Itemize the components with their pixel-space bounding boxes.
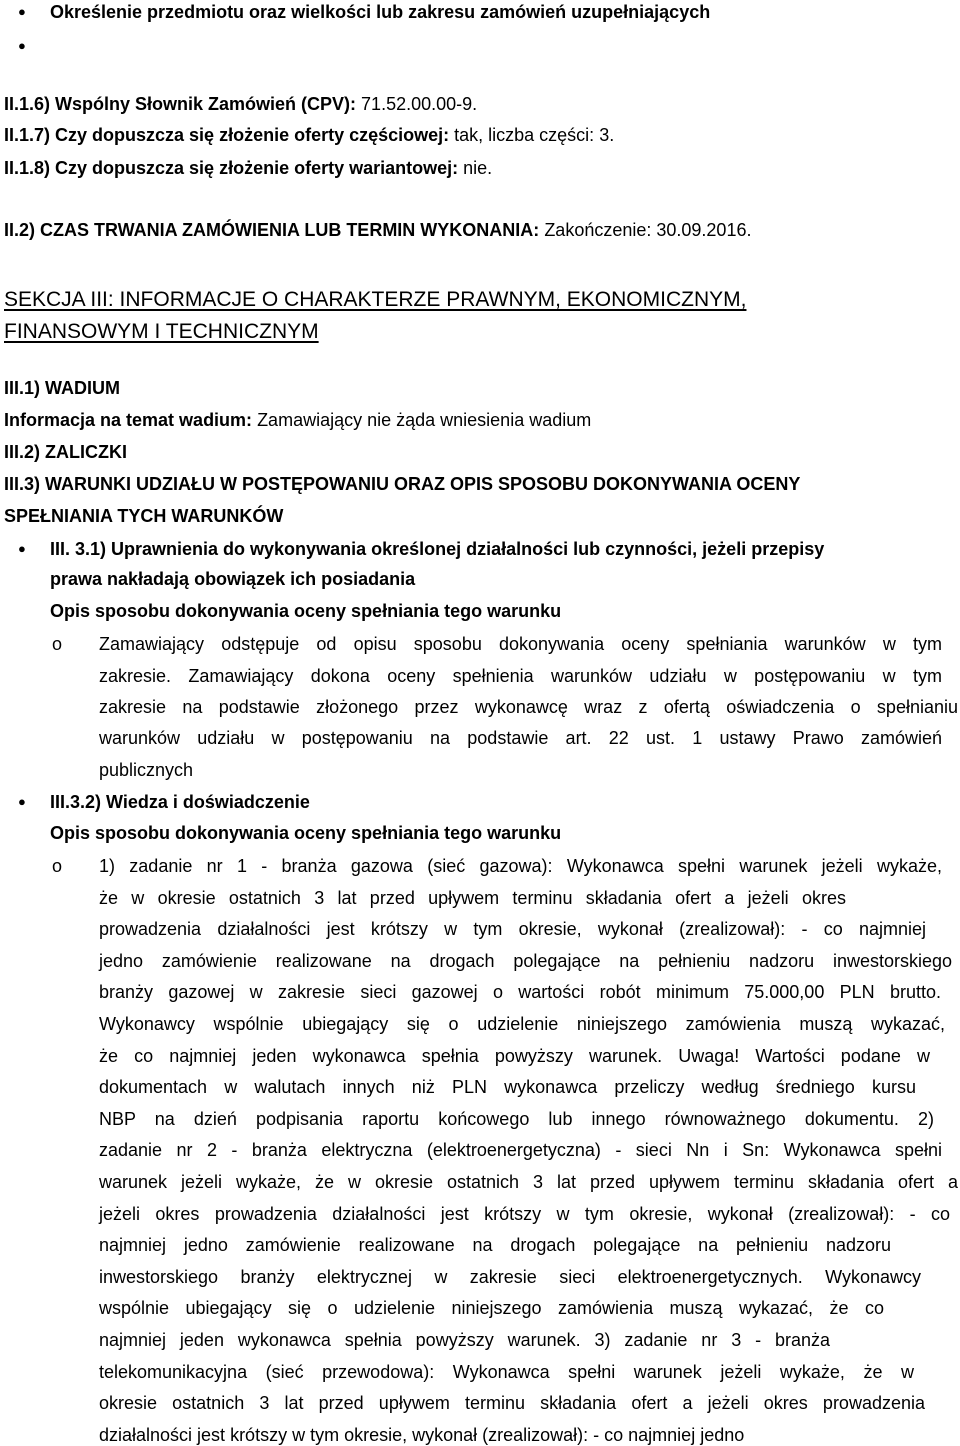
item32-body-line: inwestorskiego branży elektrycznej w zakresie sieci elektroenergetycznych. Wykonawcy xyxy=(99,1266,921,1287)
item32-body-line: telekomunikacyjna (sieć przewodowa): Wykonawca spełni warunek jeżeli wykaże, że w xyxy=(99,1361,914,1382)
section-title-line2: FINANSOWYM I TECHNICZNYM xyxy=(4,320,319,343)
cpv-label: II.1.6) Wspólny Słownik Zamówień (CPV): xyxy=(4,94,357,114)
opis-heading-2: Opis sposobu dokonywania oceny spełniania tego warunku xyxy=(50,823,562,843)
cpv-value: 71.52.00.00-9. xyxy=(356,94,478,114)
item31-body-line: warunków udziału w postępowaniu na podstawie art. 22 ust. 1 ustawy Prawo zamówień xyxy=(99,728,942,748)
item31-heading-line2: prawa nakładają obowiązek ich posiadania xyxy=(50,569,416,589)
variant-offer-line xyxy=(4,157,492,179)
item32-body-line: prowadzenia działalności jest krótszy w tym okresie, wykonał (zrealizował): - co najmniej xyxy=(99,919,926,940)
item32-body-line: że w okresie ostatnich 3 lat przed upływem terminu składania ofert a jeżeli okres xyxy=(99,887,846,908)
item32-body-line: warunek jeżeli wykaże, że w okresie ostatnich 3 lat przed upływem terminu składania ofert a xyxy=(99,1172,958,1192)
bullet-icon: ● xyxy=(18,38,26,53)
item32-body-line: 1) zadanie nr 1 - branża gazowa (sieć gazowa): Wykonawca spełni warunek jeżeli wykaże, xyxy=(99,856,942,876)
duration-value: Zakończenie: 30.09.2016. xyxy=(539,220,752,240)
item32-body-line: dokumentach w walutach innych niż PLN wykonawca przeliczy według średniego kursu xyxy=(99,1077,916,1098)
partial-offer-value: tak, liczba części: 3. xyxy=(449,125,615,145)
item32-body-line: zadanie nr 2 - branża elektryczna (elektroenergetyczna) - sieci Nn i Sn: Wykonawca spełni xyxy=(99,1140,942,1161)
item32-body-line: działalności jest krótszy w tym okresie, wykonał (zrealizował): - co najmniej jedno xyxy=(99,1424,745,1445)
bullet-item-text: Określenie przedmiotu oraz wielkości lub zakresu zamówień uzupełniających xyxy=(50,2,711,22)
wadium-label: Informacja na temat wadium: xyxy=(4,410,253,430)
partial-offer-label: II.1.7) Czy dopuszcza się złożenie oferty częściowej: xyxy=(4,125,450,145)
item32-body-line: najmniej jeden wykonawca spełnia powyższy warunek. 3) zadanie nr 3 - branża xyxy=(99,1330,830,1350)
wadium-line xyxy=(4,409,591,431)
circle-bullet-icon: o xyxy=(52,634,63,654)
item32-body-line: jedno zamówienie realizowane na drogach polegające na pełnieniu nadzoru inwestorskiego xyxy=(99,950,952,971)
item31-body-line: zakresie. Zamawiający dokona oceny spełnienia warunków udziału w postępowaniu w tym xyxy=(99,666,942,686)
zaliczki-heading: III.2) ZALICZKI xyxy=(4,442,127,462)
item32-body-line: że co najmniej jeden wykonawca spełnia powyższy warunek. Uwaga! Wartości podane w xyxy=(99,1045,930,1066)
cpv-line xyxy=(4,93,477,115)
bullet-icon: ● xyxy=(18,794,26,809)
wadium-value: Zamawiający nie żąda wniesienia wadium xyxy=(252,410,592,430)
item31-body-line: publicznych xyxy=(99,760,194,780)
item32-body-line: branży gazowej w zakresie sieci gazowej o wartości robót minimum 75.000,00 PLN brutto. xyxy=(99,982,941,1003)
item32-body-line: Wykonawcy wspólnie ubiegający się o udzielenie niniejszego zamówienia muszą wykazać, xyxy=(99,1014,945,1034)
item32-body-line: NBP na dzień podpisania raportu końcowego lub innego równoważnego dokumentu. 2) xyxy=(99,1108,934,1129)
variant-offer-label: II.1.8) Czy dopuszcza się złożenie oferty wariantowej: xyxy=(4,158,459,178)
item32-body-line: jeżeli okres prowadzenia działalności jest krótszy w tym okresie, wykonał (zrealizował): - co xyxy=(99,1203,950,1224)
partial-offer-line xyxy=(4,124,614,146)
item32-body-line: wspólnie ubiegający się o udzielenie niniejszego zamówienia muszą wykazać, że co xyxy=(99,1298,884,1319)
opis-heading-1: Opis sposobu dokonywania oceny spełniania tego warunku xyxy=(50,601,562,621)
item32-heading: III.3.2) Wiedza i doświadczenie xyxy=(50,792,310,812)
circle-bullet-icon: o xyxy=(52,856,63,876)
duration-label: II.2) CZAS TRWANIA ZAMÓWIENIA LUB TERMIN WYKONANIA: xyxy=(4,220,540,240)
bullet-icon: ● xyxy=(18,541,26,556)
section-title-line1: SEKCJA III: INFORMACJE O CHARAKTERZE PRAWNYM, EKONOMICZNYM, xyxy=(4,288,747,311)
warunki-heading-line2: SPEŁNIANIA TYCH WARUNKÓW xyxy=(4,506,284,526)
item32-body-line: najmniej jedno zamówienie realizowane na drogach polegające na pełnieniu nadzoru xyxy=(99,1235,891,1256)
wadium-heading: III.1) WADIUM xyxy=(4,378,120,398)
duration-line xyxy=(4,219,751,241)
item31-body-line: zakresie na podstawie złożonego przez wykonawcę wraz z ofertą oświadczenia o spełnianiu xyxy=(99,697,958,717)
item31-heading-line1: III. 3.1) Uprawnienia do wykonywania określonej działalności lub czynności, jeżeli przepisy xyxy=(50,539,825,559)
item31-body-line: Zamawiający odstępuje od opisu sposobu dokonywania oceny spełniania warunków w tym xyxy=(99,634,942,654)
warunki-heading-line1: III.3) WARUNKI UDZIAŁU W POSTĘPOWANIU ORAZ OPIS SPOSOBU DOKONYWANIA OCENY xyxy=(4,474,801,494)
item32-body-line: okresie ostatnich 3 lat przed upływem terminu składania ofert a jeżeli okres prowadzenia xyxy=(99,1393,925,1414)
variant-offer-value: nie. xyxy=(458,158,493,178)
bullet-icon: ● xyxy=(18,4,26,19)
